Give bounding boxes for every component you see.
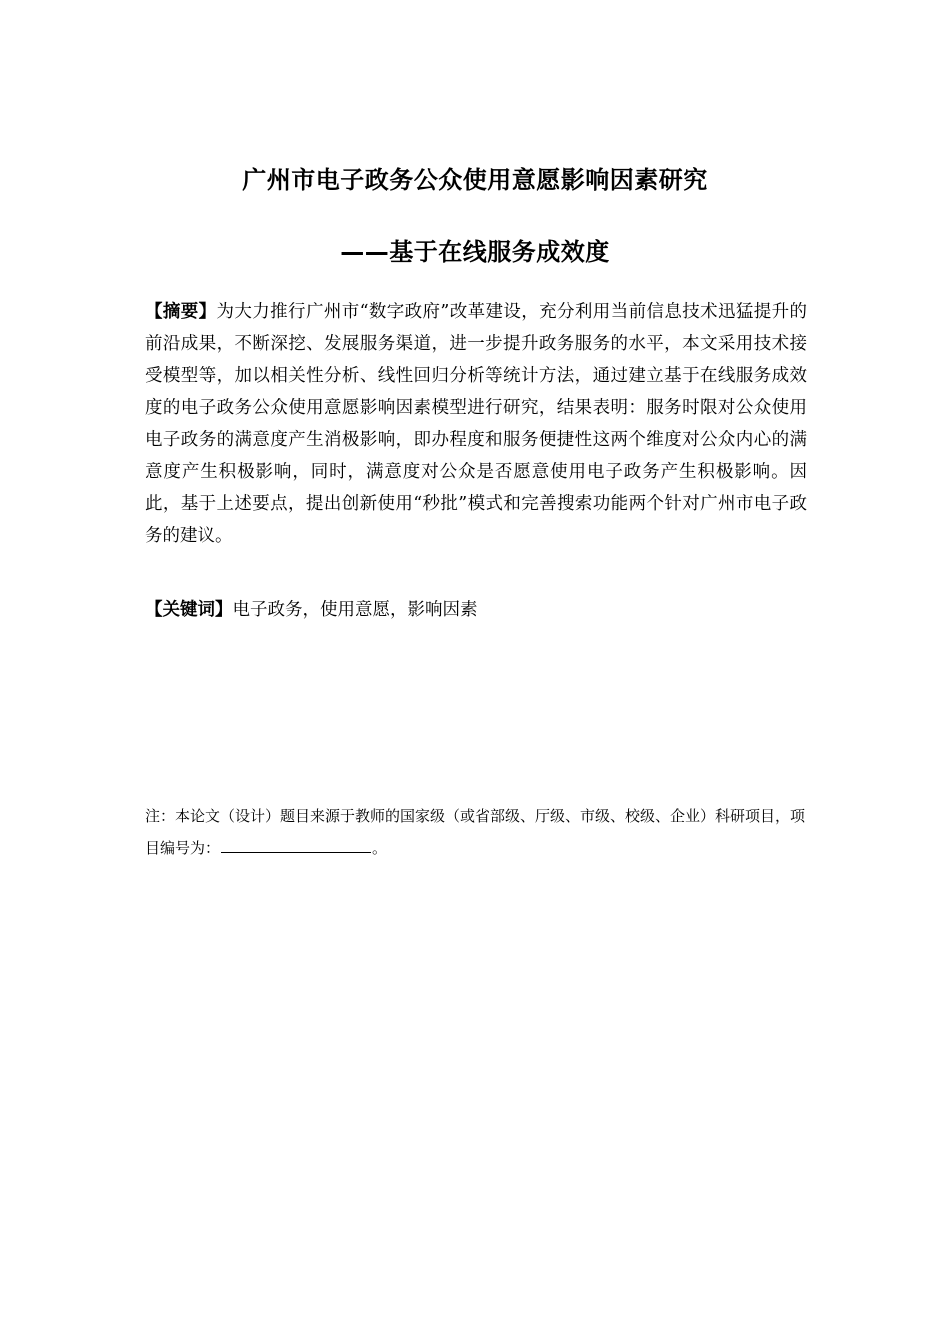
project-number-blank xyxy=(221,834,371,853)
abstract-text: 为大力推行广州市“数字政府”改革建设，充分利用当前信息技术迅猛提升的前沿成果，不断深挖、发展服务渠道，进一步提升政务服务的水平，本文采用技术接受模型等，加以相关性分析、线性回归分析等统计方法，通过建立基于在线服务成效度的电子政务公众使用意愿影响因素模型进行研究，结果表明：服务时限对公众使用电子政务的满意度产生消极影响，即办程度和服务便捷性这两个维度对公众内心的满意度产生积极影响，同时，满意度对公众是否愿意使用电子政务产生积极影响。因此，基于上述要点，提出创新使用“秒批”模式和完善搜索功能两个针对广州市电子政务的建议。 xyxy=(145,302,808,546)
note-text: 注：本论文（设计）题目来源于教师的国家级（或省部级、厅级、市级、校级、企业）科研项目，项目编号为： xyxy=(145,807,806,857)
keywords-paragraph xyxy=(145,594,807,626)
keywords-label: 【关键词】 xyxy=(145,600,233,620)
keywords-text: 电子政务，使用意愿，影响因素 xyxy=(232,600,478,620)
abstract-label: 【摘要】 xyxy=(145,302,217,322)
abstract-paragraph xyxy=(145,296,807,552)
note-end: 。 xyxy=(372,839,388,857)
project-note xyxy=(145,800,807,864)
document-subtitle: ——基于在线服务成效度 xyxy=(340,238,610,266)
document-title: 广州市电子政务公众使用意愿影响因素研究 xyxy=(242,166,708,194)
